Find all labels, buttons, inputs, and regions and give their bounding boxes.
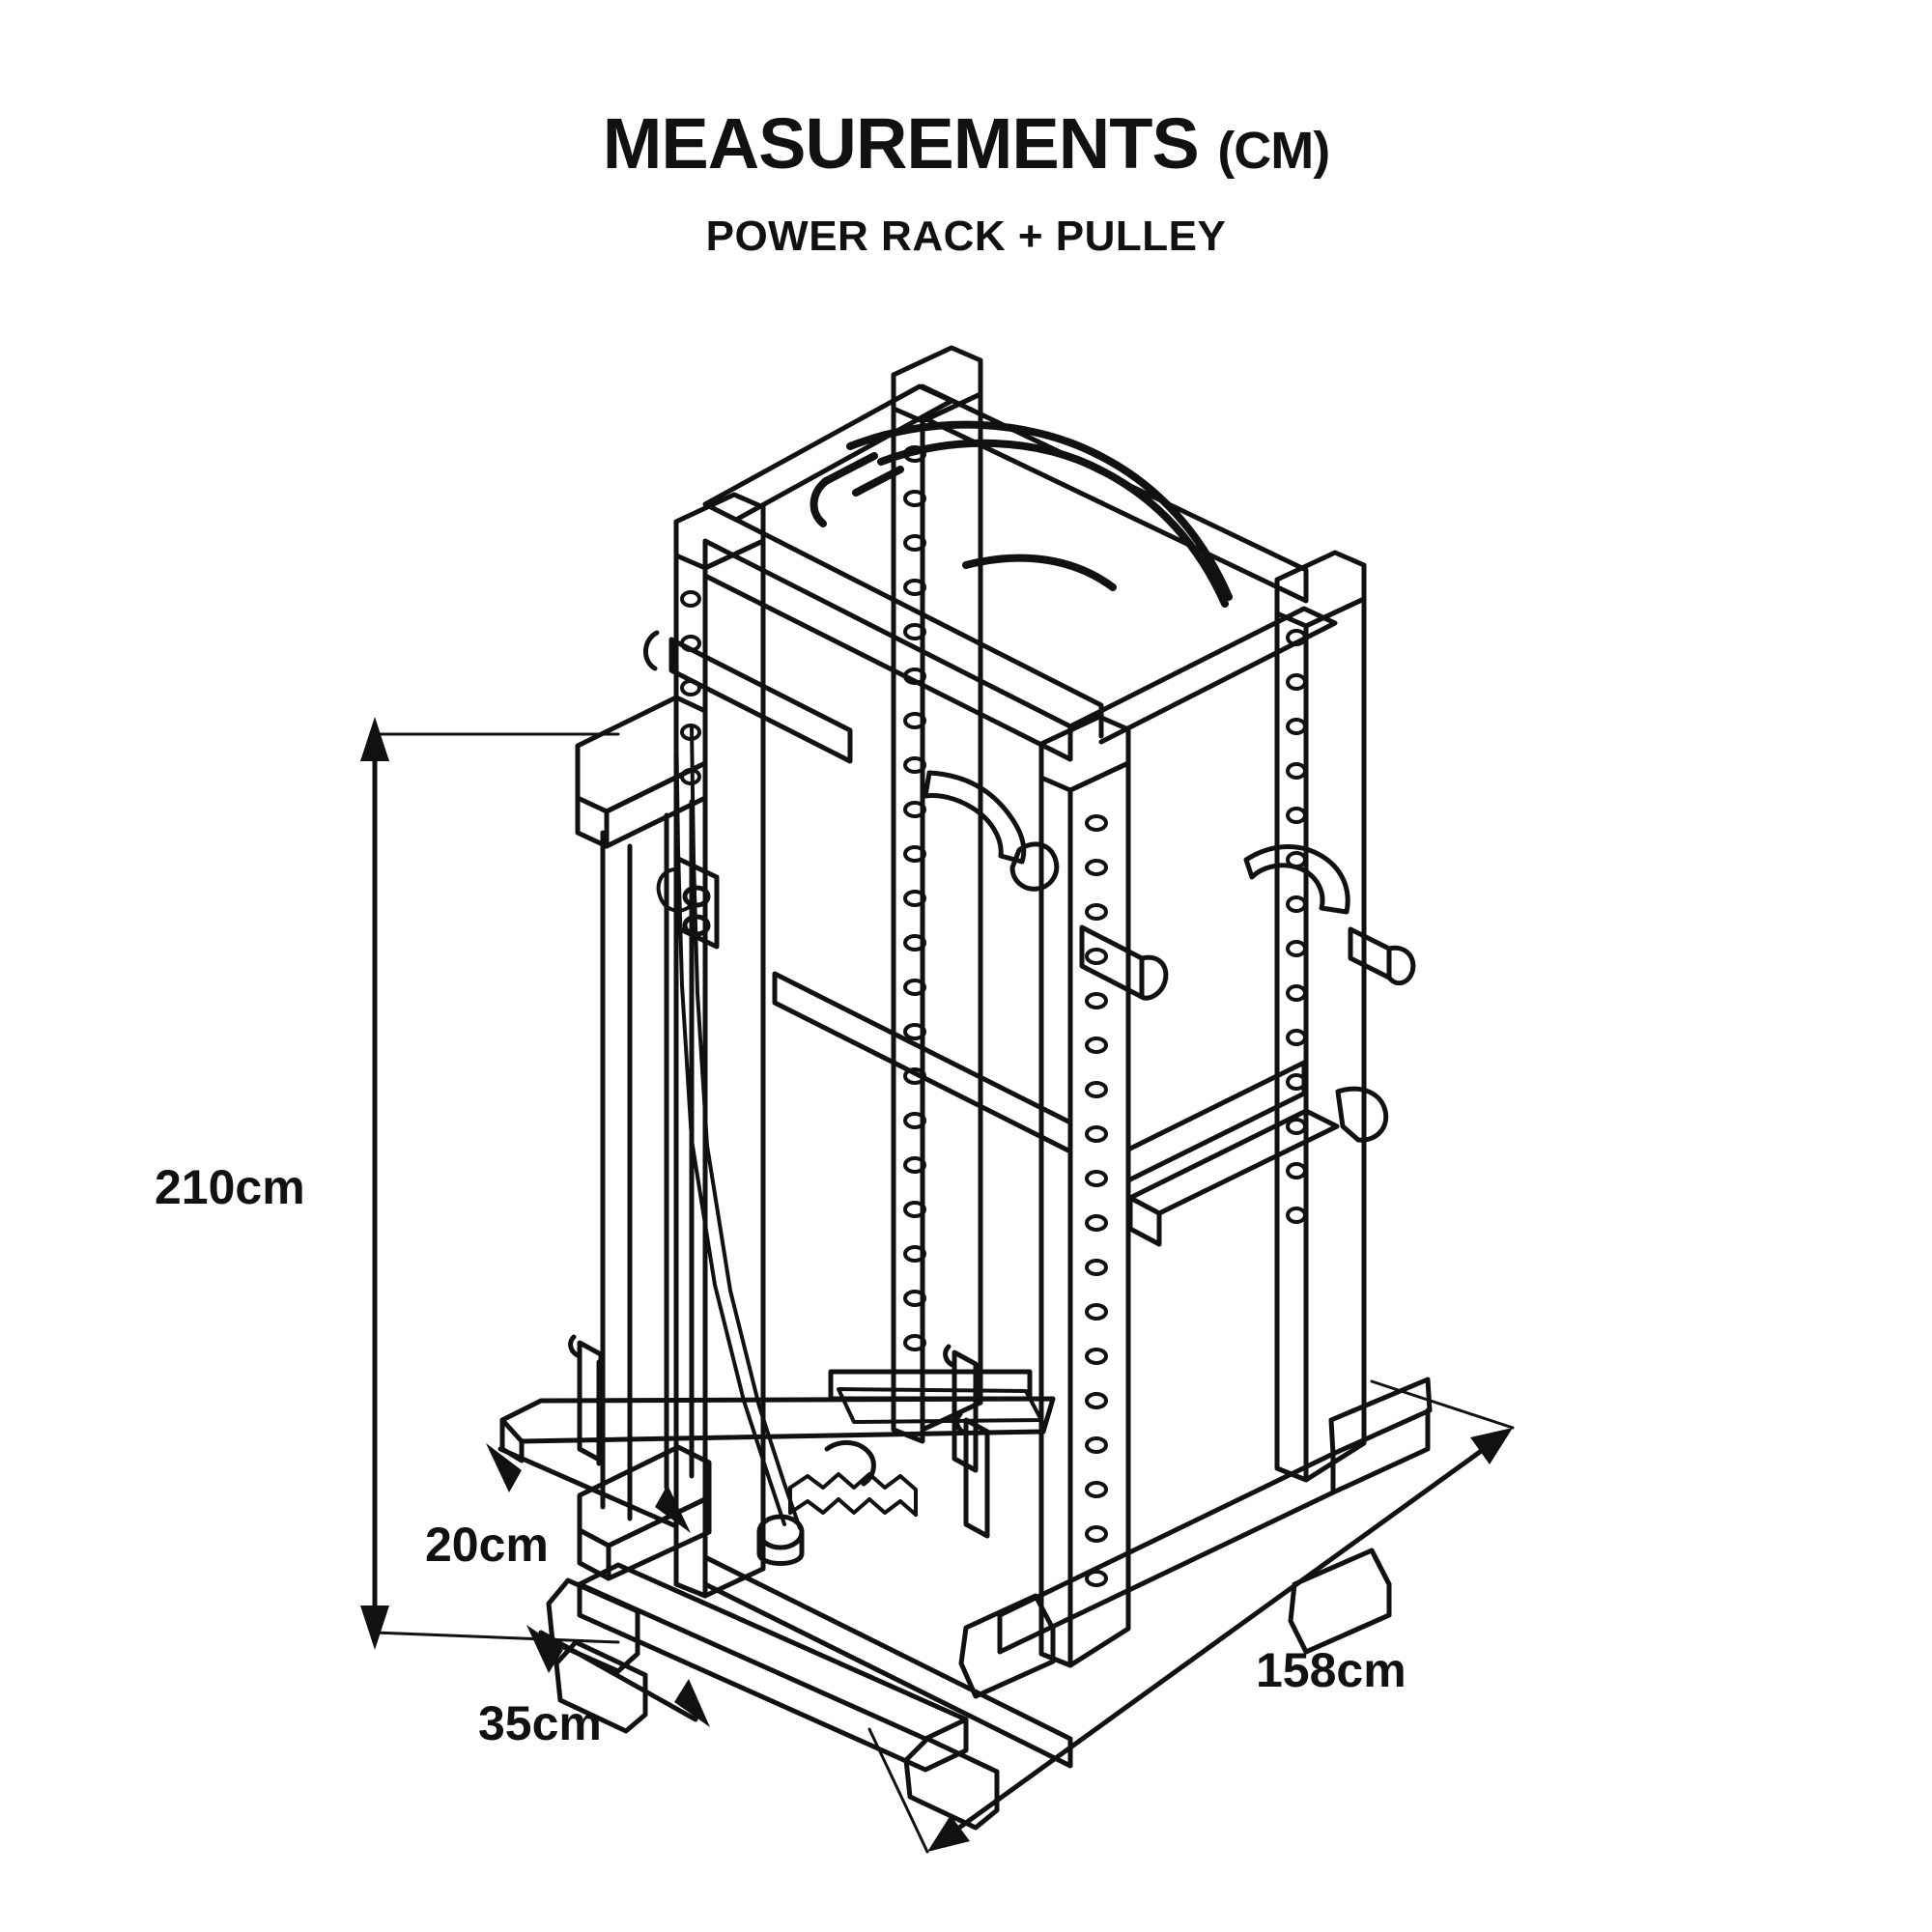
chain-detail xyxy=(790,1474,916,1515)
dimension-label-width: 158cm xyxy=(1256,1643,1406,1697)
bar-holder-right xyxy=(1350,929,1413,983)
angled-grip-handle xyxy=(925,773,1024,862)
page-title-unit: (CM) xyxy=(1217,122,1330,180)
dip-handle-right xyxy=(1246,847,1348,913)
pull-up-bar-assembly xyxy=(814,425,1229,604)
dimension-label-depth: 20cm xyxy=(425,1518,549,1572)
page-title-text: MEASUREMENTS xyxy=(602,103,1199,184)
pulley-cable xyxy=(676,717,800,1528)
j-hook-left xyxy=(1012,844,1057,889)
dimension-label-height: 210cm xyxy=(155,1160,305,1214)
bottom-rear-rail xyxy=(705,1557,1070,1766)
page-subtitle: POWER RACK + PULLEY xyxy=(705,213,1227,260)
dimension-label-front-depth: 35cm xyxy=(478,1696,602,1750)
low-pulley-anchor xyxy=(759,1517,802,1564)
barbell xyxy=(502,1372,1053,1461)
